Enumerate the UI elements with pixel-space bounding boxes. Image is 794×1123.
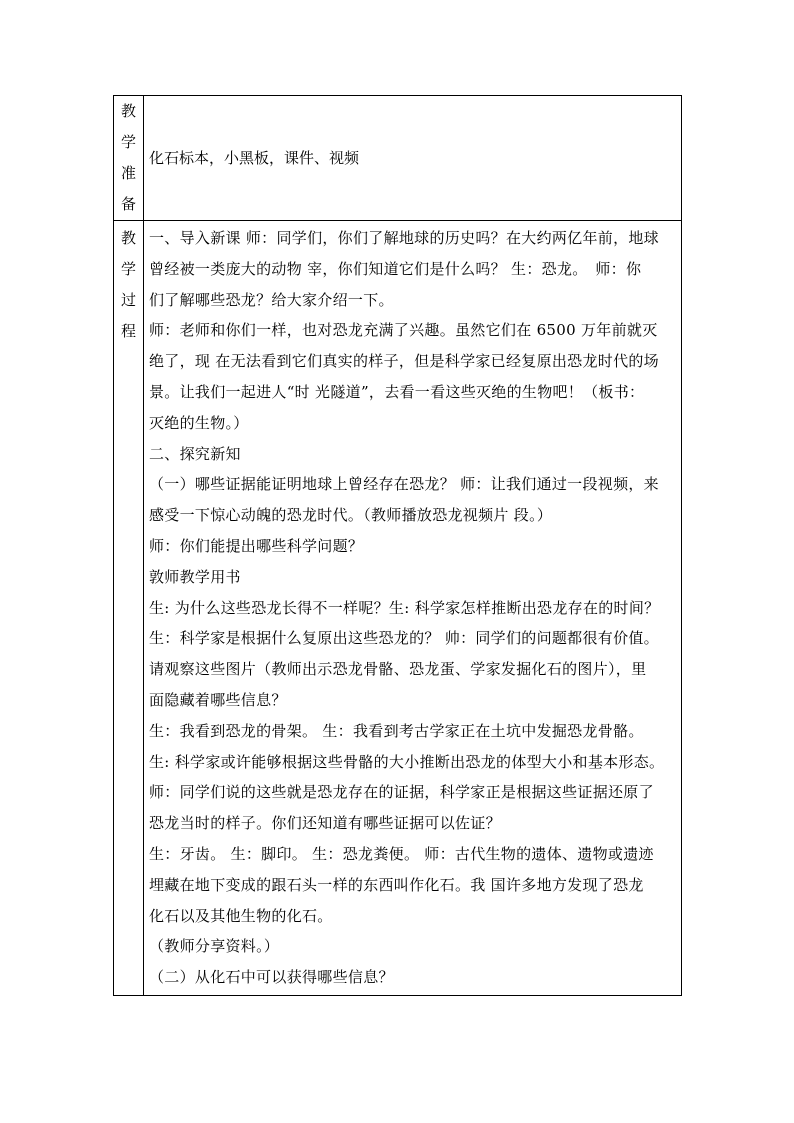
label-char: 教 [120, 229, 136, 247]
process-line: 请观察这些图片（教师出示恐龙骨骼、恐龙蛋、学家发掘化石的图片），里 [149, 660, 647, 679]
process-line: （一）哪些证据能证明地球上曾经存在恐龙？ 师：让我们通过一段视频，来 [149, 475, 659, 494]
process-line: 师：同学们说的这些就是恐龙存在的证据，科学家正是根据这些证据还原了 [149, 783, 654, 802]
teaching-preparation-row [114, 96, 682, 221]
section-heading: 二、探究新知 [149, 444, 241, 463]
process-line: （二）从化石中可以获得哪些信息？ [149, 968, 394, 987]
teaching-process-row [114, 221, 682, 996]
process-line: 埋藏在地下变成的跟石头一样的东西叫作化石。我 国许多地方发现了恐龙 [149, 875, 644, 894]
process-line: 敦师教学用书 [149, 567, 241, 586]
teaching-preparation-label [114, 96, 144, 221]
process-line: （教师分享资料。） [149, 937, 280, 956]
label-char: 学 [120, 260, 136, 278]
label-char: 准 [120, 164, 136, 182]
process-line: 师：你们能提出哪些科学问题？ [149, 536, 364, 555]
label-char: 过 [120, 291, 136, 309]
process-line: 生: 科学家或许能够根据这些骨骼的大小推断出恐龙的体型大小和基本形态。 [149, 752, 665, 771]
process-line: 绝了，现 在无法看到它们真实的样子，但是科学家已经复原出恐龙时代的场 [149, 352, 659, 371]
process-line: 景。让我们一起进人“时 光隧道”，去看一看这些灭绝的生物吧！（板书： [149, 382, 645, 401]
process-line: 恐龙当时的样子。你们还知道有哪些证据可以佐证？ [149, 814, 501, 833]
process-line: 们了解哪些恐龙？给大家介绍一下。 [149, 290, 394, 309]
teaching-process-content [144, 221, 682, 996]
process-line: 生：科学家是根据什么复原出这些恐龙的？ 帅：同学们的问题都很有价值。 [149, 629, 659, 648]
process-line: 曾经被一类庞大的动物 宰，你们知道它们是什么吗？ 生：恐龙。 师：你 [149, 259, 642, 278]
process-line: 一、导入新课 师：同学们，你们了解地球的历史吗？在大约两亿年前，地球 [149, 229, 659, 247]
process-line: 面隐藏着哪些信息？ [149, 690, 287, 709]
process-line: 生：我看到恐龙的骨架。 生：我看到考古学家正在土坑中发掘恐龙骨骼。 [149, 721, 644, 740]
process-line: 生: 为什么这些恐龙长得不一样呢？生: 科学家怎样推断出恐龙存在的时间？ [149, 598, 660, 617]
label-char: 程 [120, 322, 136, 340]
teaching-preparation-content: 化石标本，小黑板，课件、视频 [144, 96, 682, 221]
lesson-plan-table [113, 95, 682, 996]
process-line: 灭绝的生物。） [149, 413, 249, 432]
teaching-process-label [114, 221, 144, 996]
label-char: 教 [120, 102, 136, 120]
process-line: 生：牙齿。 生：脚印。 生：恐龙粪便。 师：古代生物的遗体、遗物或遗迹 [149, 844, 654, 863]
label-char: 学 [120, 133, 136, 151]
label-char: 备 [120, 195, 136, 213]
process-line: 化石以及其他生物的化石。 [149, 906, 333, 925]
process-line: 师：老师和你们一样，也对恐龙充满了兴趣。虽然它们在 6500 万年前就灭 [149, 321, 658, 340]
process-line: 感受一下惊心动魄的恐龙时代。（教师播放恐龙视频片 段。） [149, 506, 553, 525]
